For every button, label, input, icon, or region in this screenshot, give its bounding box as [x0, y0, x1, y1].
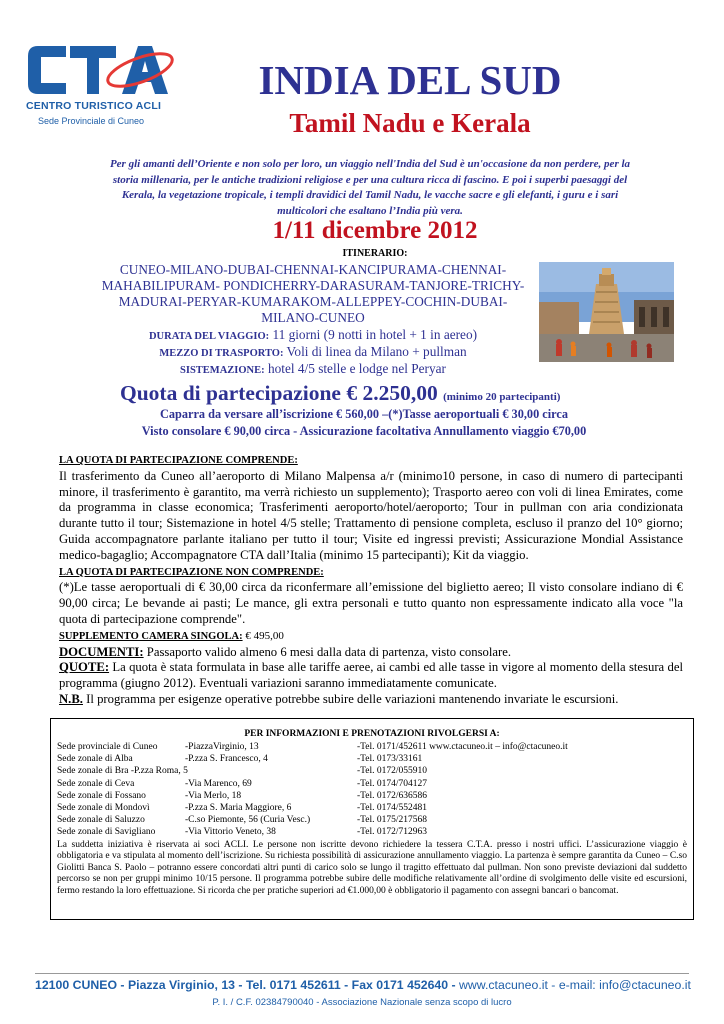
documents-label: DOCUMENTI: — [59, 644, 144, 659]
office-name: Sede zonale di Alba — [57, 754, 133, 765]
office-tel: -Tel. 0175/217568 — [357, 815, 428, 826]
office-tel: -Tel. 0171/452611 www.ctacuneo.it – info@ctacuneo.it — [357, 742, 568, 752]
transport-label: MEZZO DI TRASPORTO: — [159, 348, 284, 359]
deposit-line: Caparra da versare all’iscrizione € 560,00 –(*)Tasse aeroportuali € 30,00 circa — [159, 407, 569, 421]
visa-insurance-line: Visto consolare € 90,00 circa - Assicurazione facoltativa Annullamento viaggio €70,00 — [141, 424, 587, 438]
office-row — [57, 826, 687, 838]
office-tel: -Tel. 0172/712963 — [357, 827, 428, 838]
office-name: Sede zonale di Saluzzo — [57, 815, 145, 826]
office-tel: -Tel. 0172/055910 — [357, 766, 428, 777]
office-address: -P.zza S. Francesco, 4 — [185, 754, 268, 765]
footer-address: 12100 CUNEO - Piazza Virginio, 13 - Tel. 0171 452611 - Fax 0171 452640 - — [35, 978, 460, 992]
office-tel: -Tel. 0174/552481 — [357, 802, 428, 813]
temple-photo — [539, 262, 674, 362]
itinerary-route: CUNEO-MILANO-DUBAI-CHENNAI-KANCIPURAMA-CHENNAI-MAHABILIPURAM- PONDICHERRY-DARASURAM-TANJORE-TRICHY-MADURAI-PERYAR-KUMARAKOM-ALLEPPEY-COCHIN-DUBAI-MILANO-CUNEO — [101, 262, 525, 325]
office-row — [57, 802, 687, 814]
single-room-value: € 495,00 — [242, 629, 284, 642]
trip-dates: 1/11 dicembre 2012 — [272, 217, 478, 244]
details-section — [59, 452, 683, 708]
excludes-text: (*)Le tasse aeroportuali di € 30,00 circa da riconfermare all’emissione del biglietto aereo; Il visto consolare indiano di € 90,00 circa; Le bevande ai pasti; Le mance, gli extra personali e tutto quanto non espressamente indicato alla voce "la quota di partecipazione comprende". — [59, 580, 683, 626]
office-row — [57, 765, 687, 777]
nb-value: Il programma per esigenze operative potrebbe subire delle variazioni mantenendo invariate le escursioni. — [82, 691, 619, 706]
contacts-notes: La suddetta iniziativa è riservata ai soci ACLI. Le persone non iscritte devono richiedere la tessera C.T.A. presso i nostri uffici. L’assicurazione viaggio è obbligatoria e va stipulata al momento dell’iscrizione. Su richiesta possibilità di assicurazione annullamento viaggio. La partenza è sempre garantita da Cuneo – C.so Giolitti Banca S. Paolo – potranno essere concordati altri punti di carico solo se lungo il tragitto effettuato dal pullman. Non sono previste deviazioni dal suddetto percorso se non per gruppi minimo 10/15 persone. Il programma potrebbe subire delle modifiche relativamente all’ordine di svolgimento delle visite ed escursioni, fermo restando la loro effettuazione. Si ricorda che per pratiche superiori ad €1.000,00 è obbligatorio il pagamento con assegni bancari o bancomat. — [57, 839, 687, 896]
transport-line — [93, 344, 533, 360]
office-address: -Via Marenco, 69 — [185, 778, 252, 789]
price-line — [120, 381, 620, 406]
excludes-heading: LA QUOTA DI PARTECIPAZIONE NON COMPRENDE: — [59, 566, 324, 578]
nb-label: N.B. — [59, 691, 83, 706]
duration-value: 11 giorni (9 notti in hotel + 1 in aereo) — [269, 327, 478, 342]
contacts-title: PER INFORMAZIONI E PRENOTAZIONI RIVOLGERSI A: — [244, 729, 500, 739]
office-row — [57, 814, 687, 826]
office-name: Sede provinciale di Cuneo — [57, 742, 158, 752]
cta-logo-mark — [22, 40, 192, 102]
office-tel: -Tel. 0173/33161 — [357, 754, 423, 765]
documents-value: Passaporto valido almeno 6 mesi dalla data di partenza, visto consolare. — [143, 644, 512, 659]
quote-value: La quota è stata formulata in base alle tariffe aeree, ai cambi ed alle tasse in vigore al momento della stesura del programma (giugno 2012). Eventuali variazioni saranno immediatamente comunicate. — [59, 660, 683, 691]
office-address: -C.so Piemonte, 56 (Curia Vesc.) — [185, 815, 311, 826]
office-row — [57, 741, 687, 753]
office-name: Sede zonale di Savigliano — [57, 827, 156, 838]
lodging-value: hotel 4/5 stelle e lodge nel Peryar — [264, 361, 446, 376]
office-address — [185, 765, 357, 777]
transport-value: Voli di linea da Milano + pullman — [283, 344, 467, 359]
footer-address-line — [35, 978, 689, 992]
page-subtitle: Tamil Nadu e Kerala — [289, 108, 531, 138]
office-name: Sede zonale di Bra -P.zza Roma, 5 — [57, 766, 188, 777]
office-address: -P.zza S. Maria Maggiore, 6 — [185, 802, 292, 813]
lodging-line — [93, 361, 533, 377]
footer-legal: P. I. / C.F. 02384790040 - Associazione Nazionale senza scopo di lucro — [212, 997, 512, 1008]
office-row — [57, 790, 687, 802]
office-tel: -Tel. 0174/704127 — [357, 778, 428, 789]
cta-logo — [22, 40, 192, 140]
logo-line-2: Sede Provinciale di Cuneo — [38, 116, 145, 126]
lodging-label: SISTEMAZIONE: — [180, 365, 265, 376]
duration-label: DURATA DEL VIAGGIO: — [148, 331, 270, 342]
office-row — [57, 753, 687, 765]
logo-line-1: CENTRO TURISTICO ACLI — [26, 100, 162, 112]
office-row — [57, 778, 687, 790]
itinerary-label: ITINERARIO: — [342, 248, 408, 259]
office-name: Sede zonale di Ceva — [57, 778, 135, 789]
office-address: -Via Vittorio Veneto, 38 — [185, 827, 276, 838]
single-room-label: SUPPLEMENTO CAMERA SINGOLA: — [59, 630, 243, 642]
office-address: -PiazzaVirginio, 13 — [185, 742, 259, 752]
quote-label: QUOTE: — [59, 660, 110, 675]
footer-divider — [35, 973, 689, 974]
page-title: INDIA DEL SUD — [258, 57, 562, 103]
price-minimum: (minimo 20 partecipanti) — [443, 391, 561, 403]
includes-heading: LA QUOTA DI PARTECIPAZIONE COMPRENDE: — [59, 455, 298, 466]
footer-email[interactable]: - e-mail: info@ctacuneo.it — [547, 978, 691, 992]
footer-web-link[interactable]: www.ctacuneo.it — [459, 978, 548, 992]
price-value: Quota di partecipazione € 2.250,00 — [120, 381, 438, 405]
duration-line — [93, 327, 533, 343]
contacts-box — [50, 718, 694, 920]
office-name: Sede zonale di Mondovì — [57, 802, 150, 813]
office-address: -Via Merlo, 18 — [185, 790, 242, 801]
office-tel: -Tel. 0172/636586 — [357, 790, 428, 801]
offices-list — [57, 741, 687, 839]
office-name: Sede zonale di Fossano — [57, 790, 146, 801]
includes-text: Il trasferimento da Cuneo all’aeroporto di Milano Malpensa a/r (minimo10 persone, in caso di numero di partecipanti minore, il trasferimento è garantito, ma verrà richiesto un supplemento); Trasporto aereo con voli di linea Emirates, come da programma in classe economica; Trasferimenti aeroporto/hotel/aeroporto; Tour in pullman con aria condizionata durante tutto il tour; Sistemazione in hotel 4/5 stelle; Trattamento di pensione completa, escluso il pranzo del 10° giorno; Guida accompagnatore parlante italiano per tutto il tour; Visite ed ingressi previsti; Assicurazione Mondial Assistance medico-bagaglio; Accompagnatore CTA dall’Italia (minimo 15 partecipanti); Kit da viaggio. — [59, 468, 683, 562]
intro-text: Per gli amanti dell’Oriente e non solo per loro, un viaggio nell'India del Sud è un'occasione da non perdere, per la storia millenaria, per le antiche tradizioni religiose e per una cultura ricca di fascino. E poi i superbi paesaggi del Kerala, la vegetazione tropicale, i templi dravidici del Tamil Nadu, le vacche sacre e gli elefanti, i guru e i sari multicolori che esaltano l’India più vera. — [109, 158, 631, 217]
